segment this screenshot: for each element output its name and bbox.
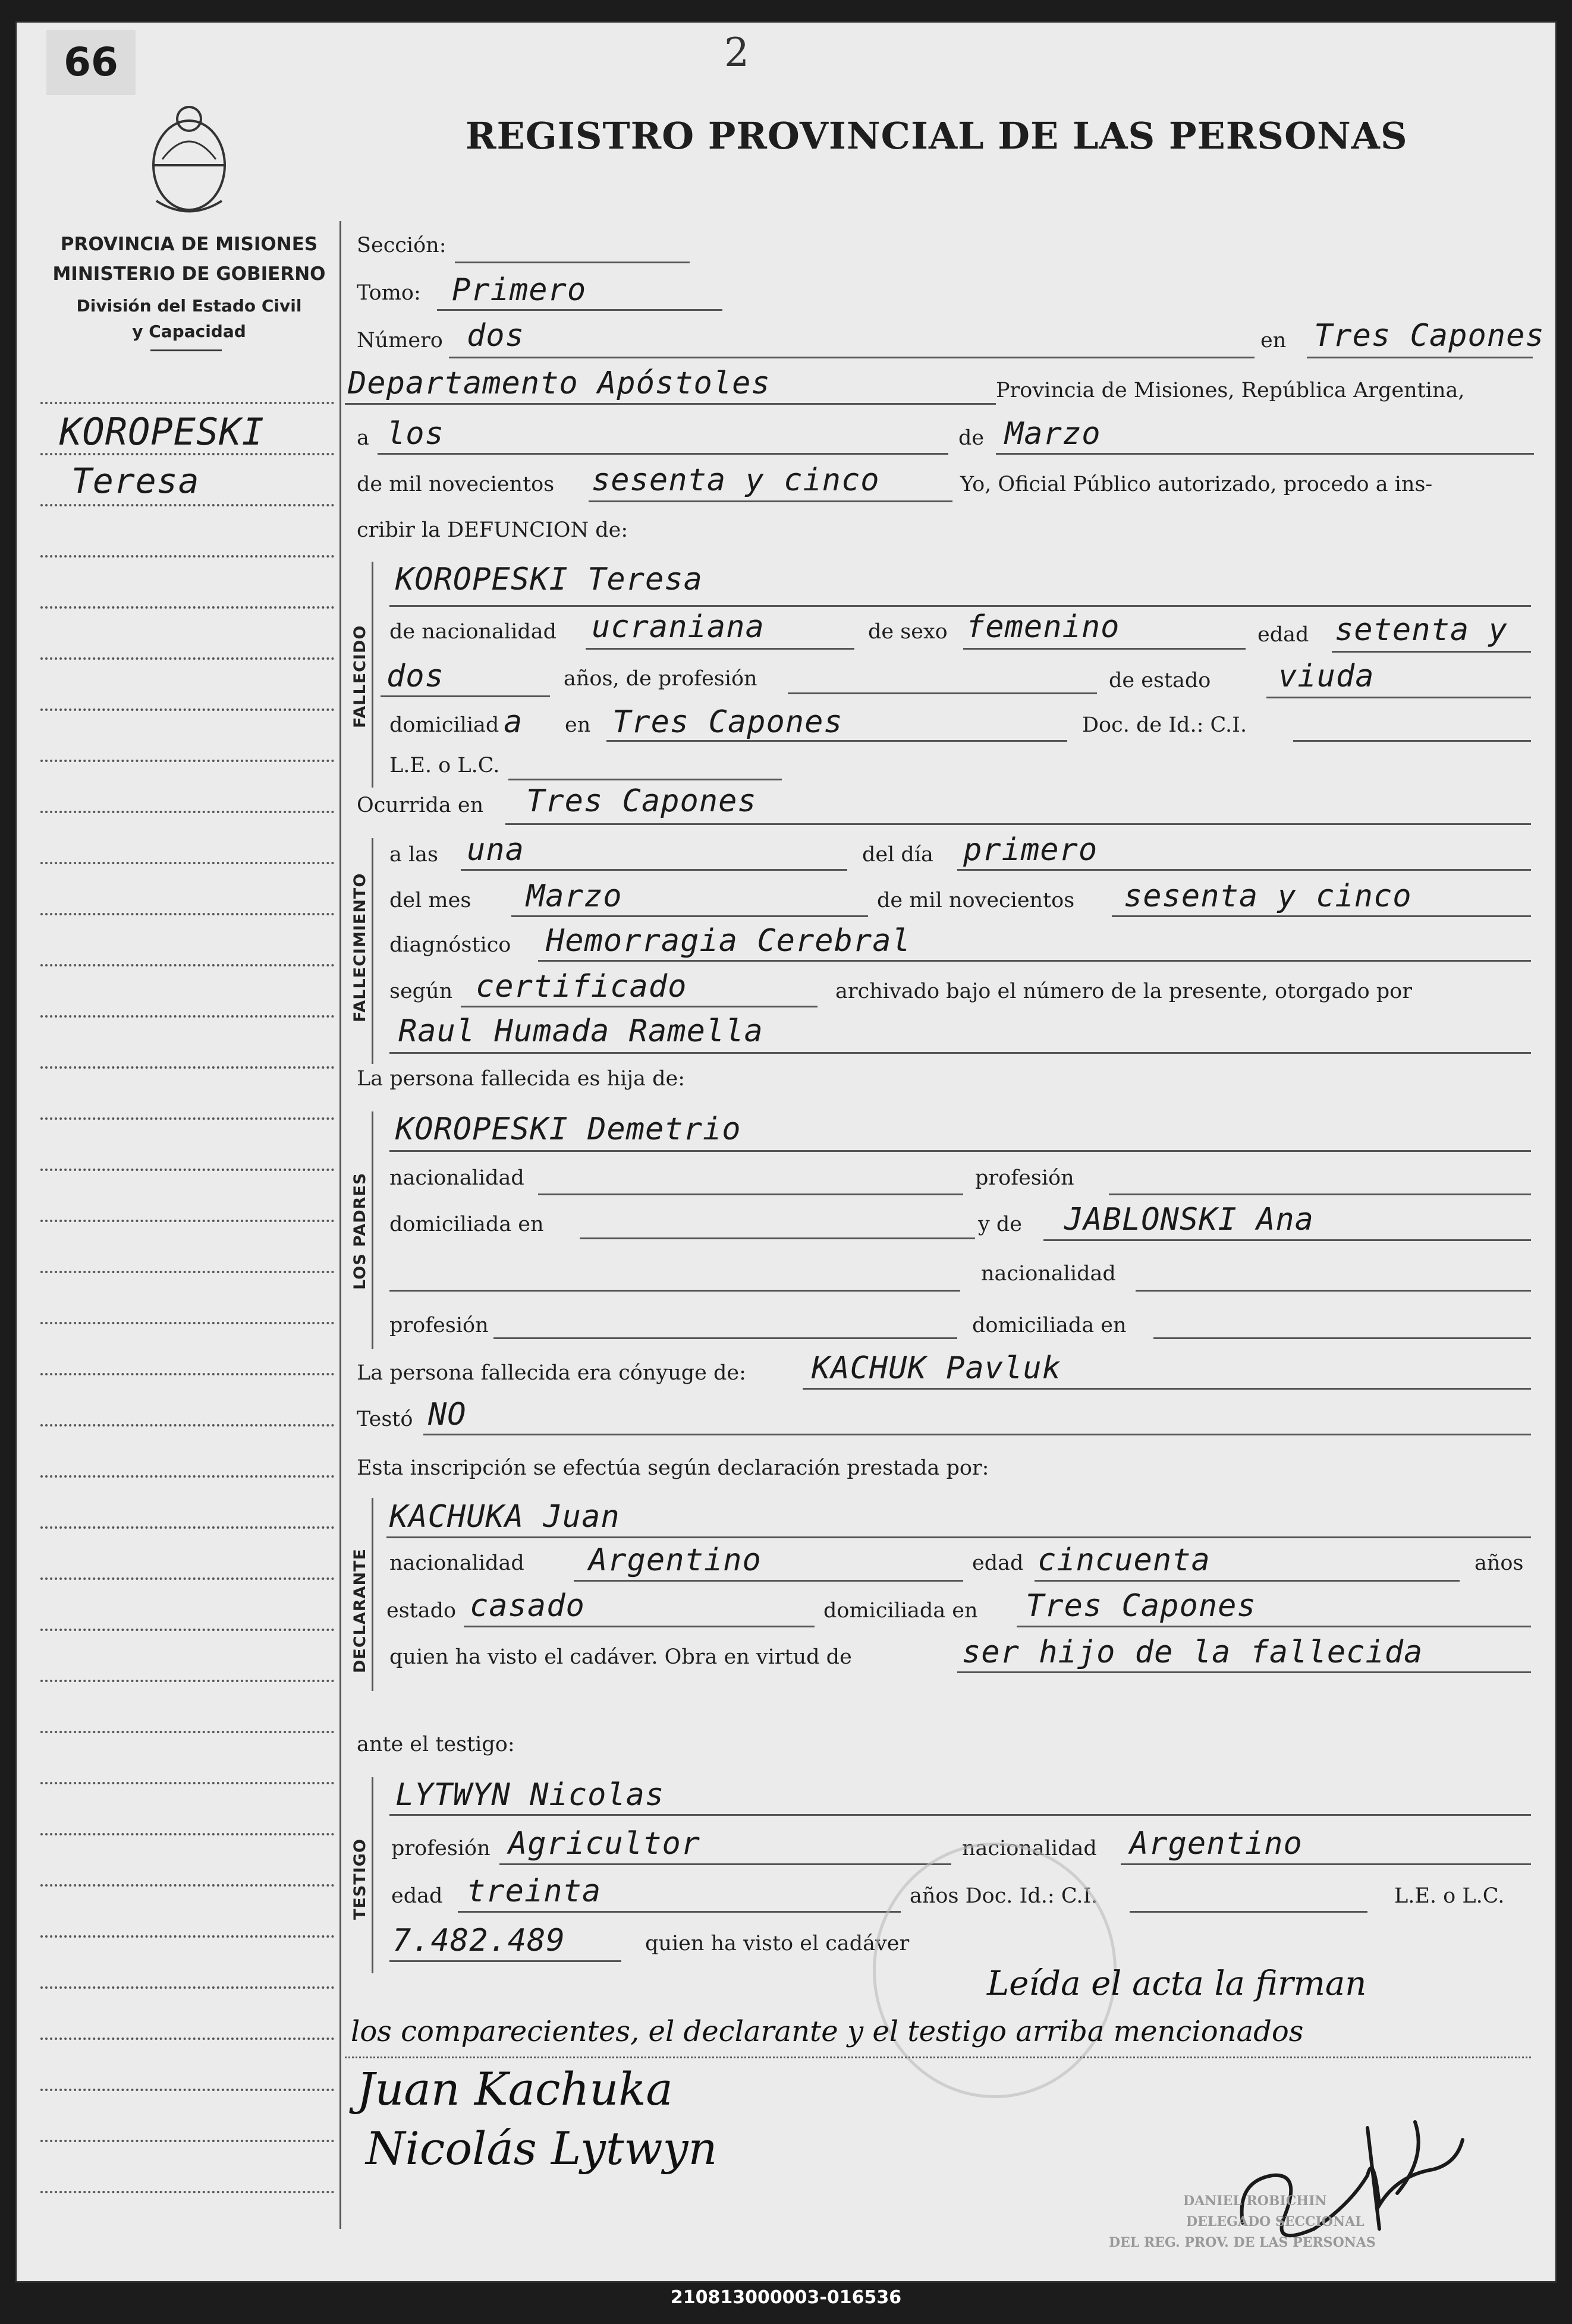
margin-ruled-line: [40, 1424, 334, 1426]
a-line: [378, 453, 948, 455]
hora-line: [461, 869, 847, 871]
numero-label: Número: [357, 329, 443, 352]
tomo-line: [437, 309, 722, 311]
testo-label: Testó: [357, 1407, 413, 1431]
dia-value: primero: [963, 832, 1098, 868]
mes-line: [511, 915, 868, 917]
domiciliad-label: domiciliad: [389, 713, 499, 737]
le-lc-line: [508, 779, 782, 780]
en-label: en: [1260, 329, 1287, 352]
padre-value: KOROPESKI Demetrio: [395, 1111, 741, 1147]
archivado-label: archivado bajo el número de la presente, otorgado por: [835, 980, 1412, 1003]
sexo-label: de sexo: [868, 620, 948, 644]
margin-divider: [339, 221, 341, 2229]
nacionalidad-madre-label: nacionalidad: [981, 1262, 1116, 1286]
seccion-line: [455, 262, 690, 263]
ante-testigo-label: ante el testigo:: [357, 1733, 515, 1756]
margin-ruled-line: [40, 964, 334, 966]
de-line: [996, 453, 1534, 455]
margin-given-name: Teresa: [71, 461, 200, 501]
declarante-value: KACHUKA Juan: [389, 1499, 620, 1535]
estado-line: [1266, 697, 1531, 698]
madre-extra-line: [389, 1290, 960, 1292]
test-doc-line: [1130, 1911, 1367, 1913]
margin-ruled-line: [40, 1680, 334, 1682]
margin-ruled-line: [40, 1782, 334, 1784]
margin-ruled-line: [40, 811, 334, 813]
medico-line: [389, 1052, 1531, 1054]
segun-line: [461, 1006, 818, 1007]
signature-testigo: Nicolás Lytwyn: [366, 2122, 718, 2175]
doc-line: [1293, 740, 1531, 742]
margin-ruled-line: [40, 555, 334, 558]
margin-ruled-line: [40, 2191, 334, 2193]
domiciliada-madre-line: [1153, 1337, 1531, 1339]
nacionalidad-label: de nacionalidad: [389, 620, 557, 644]
madre-line: [1043, 1239, 1531, 1241]
margin-ruled-line: [40, 2140, 334, 2142]
domicilio-line: [606, 740, 1067, 742]
padre-line: [389, 1150, 1531, 1152]
anio-line: [1112, 915, 1531, 917]
ocurrida-line: [505, 823, 1531, 825]
nacionalidad-padre-label: nacionalidad: [389, 1166, 524, 1190]
diagnostico-label: diagnóstico: [389, 933, 511, 957]
dec-edad-line: [1035, 1580, 1460, 1582]
conyuge-line: [803, 1388, 1531, 1390]
numero-value: dos: [467, 318, 524, 354]
segun-value: certificado: [476, 969, 687, 1004]
profesion-line: [788, 692, 1097, 694]
testigo-bracket: [372, 1777, 373, 1973]
margin-ruled-line: [40, 862, 334, 864]
en-value: Tres Capones: [1314, 318, 1545, 354]
footer-id: 210813000003-016536: [670, 2287, 902, 2308]
test-ci-value: 7.482.489: [392, 1923, 565, 1958]
a-value: los: [386, 416, 444, 452]
anio-value: sesenta y cinco: [1124, 878, 1412, 914]
nacionalidad-line: [586, 648, 854, 650]
dec-estado-line: [464, 1626, 815, 1627]
nacionalidad-value: ucraniana: [592, 609, 765, 645]
edad-line: [1332, 651, 1531, 653]
testigo-side-label: TESTIGO: [351, 1838, 369, 1920]
departamento-value: Departamento Apóstoles: [348, 366, 771, 401]
test-profesion-value: Agricultor: [508, 1826, 701, 1862]
test-anos-doc-label: años Doc. Id.: C.I.: [910, 1884, 1098, 1908]
margin-ruled-line: [40, 1475, 334, 1478]
fallecido-name-line: [389, 605, 1531, 607]
profesion-padre-line: [1109, 1194, 1531, 1195]
margin-ruled-line: [40, 2038, 334, 2040]
edad2-line: [381, 695, 550, 697]
dec-virtud-value: ser hijo de la fallecida: [962, 1635, 1423, 1670]
sexo-line: [963, 648, 1246, 650]
a-label: a: [357, 426, 369, 450]
a-las-label: a las: [389, 843, 439, 867]
domicilio-en-label: en: [565, 713, 591, 737]
domiciliad-suffix: a: [504, 704, 523, 740]
declarante-bracket: [372, 1498, 373, 1691]
margin-ruled-line: [40, 1015, 334, 1018]
de-mil-label: de mil novecientos: [357, 473, 555, 496]
estado-label: de estado: [1109, 669, 1211, 692]
margin-ruled-line: [40, 1629, 334, 1631]
stamp-text-2: DELEGADO SECCIONAL: [1186, 2214, 1365, 2229]
coat-of-arms-icon: [139, 100, 240, 219]
edad-value-2: dos: [386, 659, 444, 694]
dec-estado-value: casado: [470, 1588, 585, 1624]
edad-value: setenta y: [1335, 612, 1508, 648]
margin-ruled-line: [40, 2089, 334, 2091]
note-line-1: Leída el acta la firman: [987, 1964, 1367, 2003]
document-title: REGISTRO PROVINCIAL DE LAS PERSONAS: [466, 114, 1408, 158]
testigo-line: [389, 1814, 1531, 1816]
domicilio-value: Tres Capones: [612, 704, 843, 740]
dec-domiciliada-label: domiciliada en: [823, 1599, 978, 1623]
del-dia-label: del día: [862, 843, 933, 867]
padres-side-label: LOS PADRES: [351, 1172, 369, 1290]
ocurrida-label: Ocurrida en: [357, 793, 484, 817]
note-line-2: los comparecientes, el declarante y el testigo arriba mencionados: [351, 2015, 1304, 2048]
stamp-text-3: DEL REG. PROV. DE LAS PERSONAS: [1109, 2235, 1376, 2250]
dec-estado-label: estado: [386, 1599, 457, 1623]
org-line-4: y Capacidad: [132, 322, 246, 341]
margin-ruled-line: [40, 760, 334, 762]
note-line-rule: [345, 2057, 1531, 2058]
margin-ruled-line: [40, 1271, 334, 1273]
de-mil-line: [589, 500, 952, 502]
dec-quien-label: quien ha visto el cadáver. Obra en virtud de: [389, 1645, 852, 1669]
oficial-label: Yo, Oficial Público autorizado, procedo a ins-: [960, 473, 1433, 496]
test-nacionalidad-line: [1121, 1863, 1531, 1865]
fallecido-side-label: FALLECIDO: [351, 625, 369, 728]
dec-nacionalidad-line: [574, 1580, 963, 1582]
margin-ruled-line: [40, 606, 334, 609]
margin-ruled-line: [40, 402, 334, 404]
fallecido-bracket: [372, 562, 373, 788]
testigo-value: LYTWYN Nicolas: [395, 1777, 665, 1813]
margin-ruled-line: [40, 657, 334, 660]
profesion-madre-label: profesión: [389, 1314, 489, 1337]
margin-ruled-line: [40, 1220, 334, 1222]
madre-value: JABLONSKI Ana: [1064, 1202, 1314, 1237]
padres-bracket: [372, 1111, 373, 1349]
numero-line: [449, 357, 1255, 358]
margin-ruled-line: [40, 708, 334, 711]
margin-ruled-line: [40, 1526, 334, 1529]
anos-profesion-label: años, de profesión: [564, 667, 757, 691]
org-underline: [150, 349, 222, 351]
testo-value: NO: [428, 1397, 467, 1432]
tomo-label: Tomo:: [357, 281, 421, 305]
test-nacionalidad-label: nacionalidad: [962, 1837, 1097, 1860]
margin-ruled-line: [40, 1935, 334, 1938]
medico-value: Raul Humada Ramella: [398, 1013, 763, 1049]
dec-virtud-line: [957, 1671, 1531, 1673]
diagnostico-value: Hemorragia Cerebral: [546, 923, 911, 959]
provincia-label: Provincia de Misiones, República Argentina,: [996, 379, 1465, 402]
stamp-text-1: DANIEL ROBICHIN: [1183, 2193, 1327, 2209]
sexo-value: femenino: [966, 609, 1120, 645]
en-line: [1307, 357, 1533, 358]
dec-nacionalidad-value: Argentino: [589, 1542, 762, 1578]
org-line-3: División del Estado Civil: [76, 296, 302, 316]
margin-ruled-line: [40, 913, 334, 915]
domiciliada-madre-label: domiciliada en: [972, 1314, 1127, 1337]
mes-value: Marzo: [526, 878, 622, 914]
margin-ruled-line: [40, 1833, 334, 1835]
conyuge-label: La persona fallecida era cónyuge de:: [357, 1361, 746, 1385]
dec-edad-value: cincuenta: [1037, 1542, 1211, 1578]
margin-ruled-line: [40, 1577, 334, 1580]
test-quien-label: quien ha visto el cadáver: [645, 1932, 910, 1955]
dec-domicilio-line: [1017, 1626, 1531, 1627]
conyuge-value: KACHUK Pavluk: [812, 1350, 1061, 1386]
edad-label: edad: [1257, 623, 1309, 647]
inscribir-label: cribir la DEFUNCION de:: [357, 518, 628, 542]
diagnostico-line: [538, 960, 1531, 962]
segun-label: según: [389, 980, 453, 1003]
fallecimiento-side-label: FALLECIMIENTO: [351, 873, 369, 1022]
margin-ruled-line: [40, 1322, 334, 1324]
dia-line: [957, 869, 1531, 871]
test-profesion-label: profesión: [391, 1837, 491, 1860]
dec-anos-label: años: [1474, 1551, 1524, 1575]
org-line-1: PROVINCIA DE MISIONES: [60, 234, 318, 255]
test-le-lc-label: L.E. o L.C.: [1394, 1884, 1505, 1908]
nacionalidad-madre-line: [1136, 1290, 1531, 1292]
margin-ruled-line: [40, 1169, 334, 1171]
tomo-value: Primero: [452, 272, 587, 308]
testo-line: [423, 1434, 1531, 1435]
domiciliada-padre-label: domiciliada en: [389, 1213, 544, 1236]
margin-ruled-line: [40, 504, 334, 506]
test-profesion-line: [499, 1863, 951, 1865]
departamento-line: [345, 403, 996, 405]
fallecimiento-bracket: [372, 838, 373, 1064]
estado-value: viuda: [1278, 659, 1375, 694]
margin-ruled-line: [40, 1117, 334, 1120]
test-ci-line: [389, 1960, 621, 1962]
test-edad-line: [458, 1911, 901, 1913]
del-mes-label: del mes: [389, 889, 471, 912]
test-edad-value: treinta: [467, 1873, 602, 1909]
margin-ruled-line: [40, 1731, 334, 1733]
declarante-line: [386, 1536, 1531, 1538]
declarante-side-label: DECLARANTE: [351, 1548, 369, 1673]
de-label: de: [958, 426, 985, 450]
doc-label: Doc. de Id.: C.I.: [1082, 713, 1247, 737]
fallecido-name: KOROPESKI Teresa: [395, 562, 703, 597]
test-nacionalidad-value: Argentino: [1130, 1826, 1303, 1862]
domiciliada-padre-line: [580, 1237, 975, 1239]
page-tab-number: 66: [46, 30, 136, 95]
margin-ruled-line: [40, 1986, 334, 1989]
org-line-2: MINISTERIO DE GOBIERNO: [52, 263, 326, 285]
le-lc-label: L.E. o L.C.: [389, 754, 500, 777]
margin-ruled-line: [40, 1066, 334, 1069]
margin-ruled-line: [40, 1373, 334, 1375]
de-mil-2-label: de mil novecientos: [877, 889, 1075, 912]
margin-ruled-line: [40, 1884, 334, 1887]
inscripcion-label: Esta inscripción se efectúa según declaración prestada por:: [357, 1456, 989, 1480]
profesion-padre-label: profesión: [975, 1166, 1074, 1190]
seccion-label: Sección:: [357, 234, 447, 257]
nacionalidad-padre-line: [538, 1194, 963, 1195]
y-de-label: y de: [978, 1213, 1023, 1236]
hora-value: una: [467, 832, 524, 868]
signature-declarante: Juan Kachuka: [357, 2062, 673, 2115]
hija-de-label: La persona fallecida es hija de:: [357, 1067, 686, 1091]
de-mil-value: sesenta y cinco: [592, 462, 880, 498]
profesion-madre-line: [493, 1337, 957, 1339]
page-number: 2: [724, 30, 749, 75]
dec-edad-label: edad: [972, 1551, 1024, 1575]
de-value: Marzo: [1005, 416, 1101, 452]
test-edad-label: edad: [391, 1884, 443, 1908]
dec-nacionalidad-label: nacionalidad: [389, 1551, 524, 1575]
dec-domicilio-value: Tres Capones: [1026, 1588, 1256, 1624]
margin-surname: KOROPESKI: [59, 410, 265, 454]
ocurrida-value: Tres Capones: [526, 783, 757, 819]
